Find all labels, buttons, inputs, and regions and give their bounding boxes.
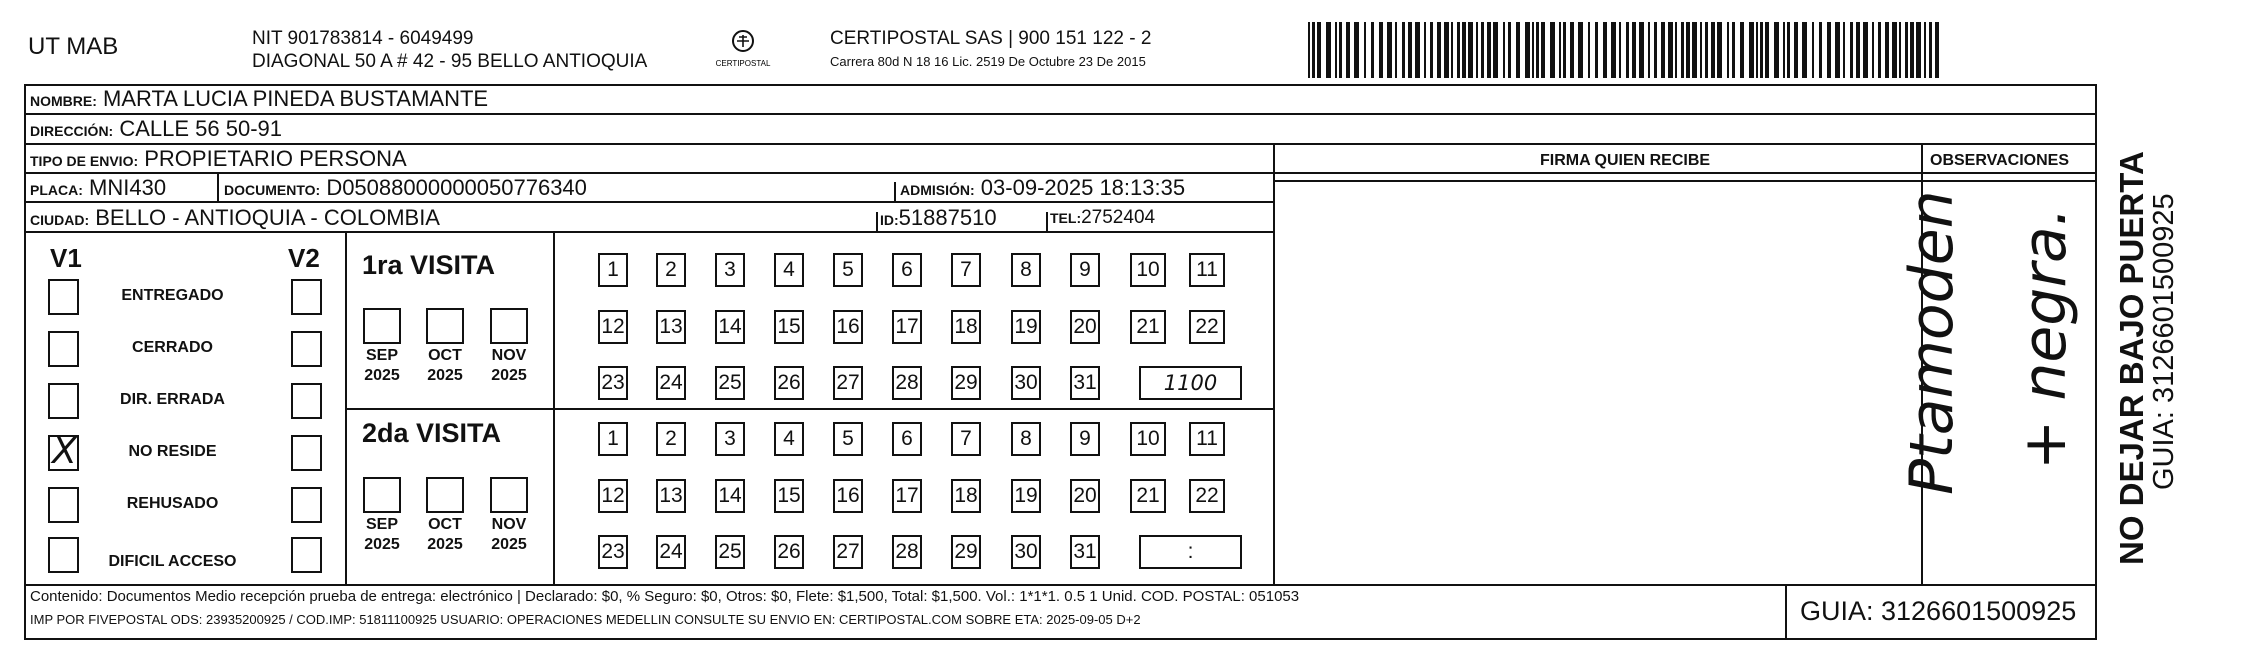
barcode-bar [1835, 22, 1840, 78]
placa-value: MNI430 [89, 175, 167, 200]
day-box[interactable]: 10 [1130, 253, 1166, 287]
barcode-bar [1611, 22, 1616, 78]
month-year-label [484, 515, 534, 555]
status-label: CERRADO [132, 339, 213, 356]
barcode-bar [1588, 22, 1590, 78]
id-cell: ID:51887510 [880, 205, 997, 230]
barcode-bar [1632, 22, 1636, 78]
barcode-bar [1379, 22, 1383, 78]
barcode-bar [1661, 22, 1665, 78]
observaciones-header: OBSERVACIONES [1930, 152, 2069, 169]
barcode-bar [1603, 22, 1607, 78]
barcode-bar [1717, 22, 1722, 78]
status-label: ENTREGADO [121, 287, 224, 304]
month-label: OCT [428, 347, 462, 364]
barcode-bar [1783, 22, 1785, 78]
documento-cell: DOCUMENTO: D05088000000050776340 [224, 175, 587, 200]
day-box[interactable]: 28 [892, 366, 922, 400]
barcode-bar [1935, 22, 1939, 78]
barcode-bar [1468, 22, 1473, 78]
day-box[interactable]: 21 [1130, 310, 1166, 344]
barcode-bar [1444, 22, 1449, 78]
status-label: REHUSADO [126, 495, 219, 512]
barcode-bar [1916, 22, 1921, 78]
v2-checkbox[interactable] [291, 537, 322, 573]
barcode-bar [1910, 22, 1914, 78]
day-box[interactable]: 9 [1070, 422, 1100, 456]
month-year-label [420, 346, 470, 386]
barcode-bar [1905, 22, 1908, 78]
barcode-bar [1346, 22, 1350, 78]
day-box[interactable]: 4 [774, 422, 804, 456]
sender-address: DIAGONAL 50 A # 42 - 95 BELLO ANTIOQUIA [252, 51, 648, 72]
day-box[interactable]: 24 [656, 366, 686, 400]
barcode-bar [1856, 22, 1860, 78]
footer-guia: GUIA: 3126601500925 [1800, 596, 2077, 626]
ciudad-value: BELLO - ANTIOQUIA - COLOMBIA [95, 205, 440, 230]
day-box[interactable]: 16 [833, 310, 863, 344]
barcode-bar [1668, 22, 1673, 78]
year-label: 2025 [364, 367, 400, 384]
month-box[interactable] [490, 477, 528, 513]
company-license: Carrera 80d N 18 16 Lic. 2519 De Octubre 23 De 2015 [830, 54, 1146, 69]
day-box[interactable]: 11 [1189, 253, 1225, 287]
barcode-bar [1354, 22, 1359, 78]
barcode-bar [1794, 22, 1798, 78]
barcode-bar [1827, 22, 1831, 78]
day-box[interactable]: 17 [892, 310, 922, 344]
status-label: NO RESIDE [128, 443, 217, 460]
month-label: SEP [365, 347, 398, 364]
day-box[interactable]: 7 [951, 422, 981, 456]
day-box[interactable]: 25 [715, 366, 745, 400]
shipment-type: PROPIETARIO PERSONA [144, 146, 407, 171]
day-box[interactable]: 24 [656, 535, 686, 569]
checkmark: X [52, 431, 77, 472]
barcode-bar [1686, 22, 1690, 78]
barcode-bar [1705, 22, 1708, 78]
barcode-bar [1516, 22, 1520, 78]
barcode-bar [1843, 22, 1845, 78]
admision-value: 03-09-2025 18:13:35 [980, 175, 1186, 200]
second-visit-title: 2da VISITA [362, 418, 502, 448]
day-box[interactable]: 18 [951, 310, 981, 344]
day-box[interactable]: 6 [892, 253, 922, 287]
status-label: DIFICIL ACCESO [108, 553, 237, 570]
barcode-bar [1885, 22, 1889, 78]
barcode-bar [1812, 22, 1814, 78]
barcode-bar [1532, 22, 1534, 78]
barcode-bar [1648, 22, 1650, 78]
barcode-bar [1308, 22, 1310, 78]
month-year-label [420, 515, 470, 555]
barcode-bar [1578, 22, 1583, 78]
barcode-bar [1387, 22, 1392, 78]
barcode-bar [1312, 22, 1315, 78]
barcode-bar [1711, 22, 1715, 78]
barcode-bar [1541, 22, 1545, 78]
barcode-bar [1317, 22, 1321, 78]
barcode-bar [1570, 22, 1574, 78]
side-warning: NO DEJAR BAJO PUERTA [2113, 151, 2150, 565]
barcode-bar [1681, 22, 1684, 78]
barcode-bar [1654, 22, 1657, 78]
time-box[interactable]: : [1139, 535, 1242, 569]
barcode-bar [1326, 22, 1331, 78]
v2-checkbox[interactable] [291, 487, 322, 523]
day-box[interactable]: 14 [715, 310, 745, 344]
barcode-bar [1850, 22, 1853, 78]
day-box[interactable]: 25 [715, 535, 745, 569]
barcode-bar [1863, 22, 1868, 78]
barcode-bar [1924, 22, 1926, 78]
month-label: NOV [491, 516, 527, 533]
v2-checkbox[interactable] [291, 279, 322, 315]
day-box[interactable]: 5 [833, 253, 863, 287]
barcode-bar [1457, 22, 1460, 78]
barcode-bar [1335, 22, 1337, 78]
v2-checkbox[interactable] [291, 435, 322, 471]
id-value: 51887510 [898, 205, 997, 230]
day-box[interactable]: 15 [774, 310, 804, 344]
day-box[interactable]: 10 [1130, 422, 1166, 456]
day-box[interactable]: 14 [715, 479, 745, 513]
month-year-label [357, 515, 407, 555]
barcode-bar [1765, 22, 1769, 78]
day-box[interactable]: 11 [1189, 422, 1225, 456]
day-box[interactable]: 12 [598, 479, 628, 513]
barcode-bar [1437, 22, 1441, 78]
documento-value: D05088000000050776340 [326, 175, 587, 200]
barcode-bar [1872, 22, 1874, 78]
barcode-bar [1550, 22, 1555, 78]
barcode-bar [1408, 22, 1412, 78]
day-box[interactable]: 28 [892, 535, 922, 569]
day-box[interactable]: 8 [1011, 422, 1041, 456]
year-label: 2025 [491, 367, 527, 384]
tel-value: 2752404 [1081, 207, 1156, 228]
barcode-bar [1692, 22, 1697, 78]
barcode-bar [1525, 22, 1530, 78]
month-year-label [357, 346, 407, 386]
day-box[interactable]: 19 [1011, 479, 1041, 513]
day-box[interactable]: 22 [1189, 479, 1225, 513]
day-box[interactable]: 8 [1011, 253, 1041, 287]
barcode [1308, 22, 1948, 78]
year-label: 2025 [491, 536, 527, 553]
day-box[interactable]: 3 [715, 253, 745, 287]
barcode-bar [1559, 22, 1561, 78]
month-box[interactable] [363, 308, 401, 344]
day-box[interactable]: 31 [1070, 535, 1100, 569]
barcode-bar [1595, 22, 1598, 78]
day-box[interactable]: 30 [1011, 366, 1041, 400]
day-box[interactable]: 20 [1070, 479, 1100, 513]
barcode-bar [1878, 22, 1881, 78]
barcode-bar [1563, 22, 1566, 78]
day-box[interactable]: 13 [656, 310, 686, 344]
day-box[interactable]: 1 [598, 422, 628, 456]
barcode-bar [1727, 22, 1729, 78]
day-box[interactable]: 20 [1070, 310, 1100, 344]
day-box[interactable]: 13 [656, 479, 686, 513]
nombre-row: NOMBRE: MARTA LUCIA PINEDA BUSTAMANTE [30, 86, 489, 111]
barcode-bar [1639, 22, 1644, 78]
day-box[interactable]: 27 [833, 366, 863, 400]
year-label: 2025 [364, 536, 400, 553]
barcode-bar [1774, 22, 1779, 78]
day-box[interactable]: 29 [951, 535, 981, 569]
barcode-bar [1481, 22, 1484, 78]
logo-text: CERTIPOSTAL [715, 59, 771, 68]
barcode-bar [1740, 22, 1744, 78]
certipostal-logo [712, 28, 774, 72]
day-box[interactable]: 30 [1011, 535, 1041, 569]
firma-header: FIRMA QUIEN RECIBE [1540, 152, 1711, 169]
handwritten-observation-1: Ptamoden [1897, 190, 1967, 495]
barcode-bar [1760, 22, 1763, 78]
barcode-bar [1371, 22, 1374, 78]
day-box[interactable]: 26 [774, 535, 804, 569]
day-box[interactable]: 31 [1070, 366, 1100, 400]
barcode-bar [1899, 22, 1901, 78]
day-box[interactable]: 15 [774, 479, 804, 513]
barcode-bar [1787, 22, 1790, 78]
day-box[interactable]: 23 [598, 535, 628, 569]
recipient-address: CALLE 56 50-91 [119, 116, 283, 141]
tipo-row: TIPO DE ENVIO: PROPIETARIO PERSONA [30, 146, 407, 171]
status-label: DIR. ERRADA [120, 391, 225, 408]
barcode-bar [1424, 22, 1426, 78]
day-box[interactable]: 26 [774, 366, 804, 400]
barcode-bar [1929, 22, 1932, 78]
time-box[interactable]: 1100 [1139, 366, 1242, 400]
month-box[interactable] [363, 477, 401, 513]
day-box[interactable]: 5 [833, 422, 863, 456]
imp-line: IMP POR FIVEPOSTAL ODS: 23935200925 / COD.IMP: 51811100925 USUARIO: OPERACIONES MEDELLIN CONSULTE SU ENVIO EN: CERTIPOSTAL.COM SOBRE ETA: 2025-09-05 D+2 [30, 612, 1141, 627]
barcode-bar [1402, 22, 1405, 78]
day-box[interactable]: 18 [951, 479, 981, 513]
barcode-bar [1487, 22, 1491, 78]
barcode-bar [1749, 22, 1754, 78]
company-name: CERTIPOSTAL SAS | 900 151 122 - 2 [830, 28, 1152, 49]
day-box[interactable]: 9 [1070, 253, 1100, 287]
side-guia: GUIA: 3126601500925 [2148, 193, 2180, 490]
direccion-row: DIRECCIÓN: CALLE 56 50-91 [30, 116, 283, 141]
day-box[interactable]: 21 [1130, 479, 1166, 513]
v1-header: V1 [50, 243, 82, 273]
month-label: SEP [365, 516, 398, 533]
day-box[interactable]: 22 [1189, 310, 1225, 344]
month-label: OCT [428, 516, 462, 533]
sender-nit: NIT 901783814 - 6049499 [252, 28, 474, 49]
barcode-bar [1756, 22, 1758, 78]
barcode-bar [1451, 22, 1453, 78]
v2-checkbox[interactable] [291, 383, 322, 419]
ciudad-cell: CIUDAD: BELLO - ANTIOQUIA - COLOMBIA [30, 205, 440, 230]
barcode-bar [1892, 22, 1897, 78]
barcode-bar [1732, 22, 1735, 78]
day-box[interactable]: 2 [656, 422, 686, 456]
day-box[interactable]: 2 [656, 253, 686, 287]
month-box[interactable] [426, 477, 464, 513]
day-box[interactable]: 3 [715, 422, 745, 456]
day-box[interactable]: 19 [1011, 310, 1041, 344]
barcode-bar [1364, 22, 1366, 78]
barcode-bar [1339, 22, 1342, 78]
barcode-bar [1675, 22, 1677, 78]
month-year-label [484, 346, 534, 386]
month-box[interactable] [490, 308, 528, 344]
tel-cell: TEL:2752404 [1050, 207, 1156, 228]
year-label: 2025 [427, 367, 463, 384]
first-visit-title: 1ra VISITA [362, 250, 496, 280]
day-box[interactable]: 16 [833, 479, 863, 513]
month-label: NOV [491, 347, 527, 364]
barcode-bar [1619, 22, 1621, 78]
barcode-bar [1508, 22, 1511, 78]
day-box[interactable]: 4 [774, 253, 804, 287]
v2-checkbox[interactable] [291, 331, 322, 367]
barcode-bar [1415, 22, 1420, 78]
day-box[interactable]: 27 [833, 535, 863, 569]
handwritten-observation-2: + negra. [2010, 207, 2080, 470]
barcode-bar [1503, 22, 1505, 78]
day-box[interactable]: 29 [951, 366, 981, 400]
sender-name: UT MAB [28, 33, 119, 60]
day-box[interactable]: 17 [892, 479, 922, 513]
day-box[interactable]: 7 [951, 253, 981, 287]
barcode-bar [1802, 22, 1807, 78]
admision-cell: ADMISIÓN: 03-09-2025 18:13:35 [900, 175, 1186, 200]
barcode-bar [1462, 22, 1466, 78]
barcode-bar [1626, 22, 1629, 78]
contents-line: Contenido: Documentos Medio recepción prueba de entrega: electrónico | Declarado: $0, % Seguro: $0, Otros: $0, Flete: $1,500, Total: $1,500. Vol.: 1*1*1. 0.5 1 Unid. COD. POSTAL: 051053 [30, 588, 1300, 605]
barcode-bar [1536, 22, 1539, 78]
barcode-bar [1430, 22, 1433, 78]
barcode-bar [1476, 22, 1478, 78]
placa-cell: PLACA: MNI430 [30, 175, 167, 200]
day-box[interactable]: 1 [598, 253, 628, 287]
barcode-bar [1493, 22, 1498, 78]
barcode-bar [1395, 22, 1397, 78]
barcode-bar [1700, 22, 1702, 78]
day-box[interactable]: 6 [892, 422, 922, 456]
barcode-bar [1819, 22, 1822, 78]
day-box[interactable]: 12 [598, 310, 628, 344]
year-label: 2025 [427, 536, 463, 553]
month-box[interactable] [426, 308, 464, 344]
recipient-name: MARTA LUCIA PINEDA BUSTAMANTE [103, 86, 489, 111]
v2-header: V2 [288, 243, 320, 273]
day-box[interactable]: 23 [598, 366, 628, 400]
